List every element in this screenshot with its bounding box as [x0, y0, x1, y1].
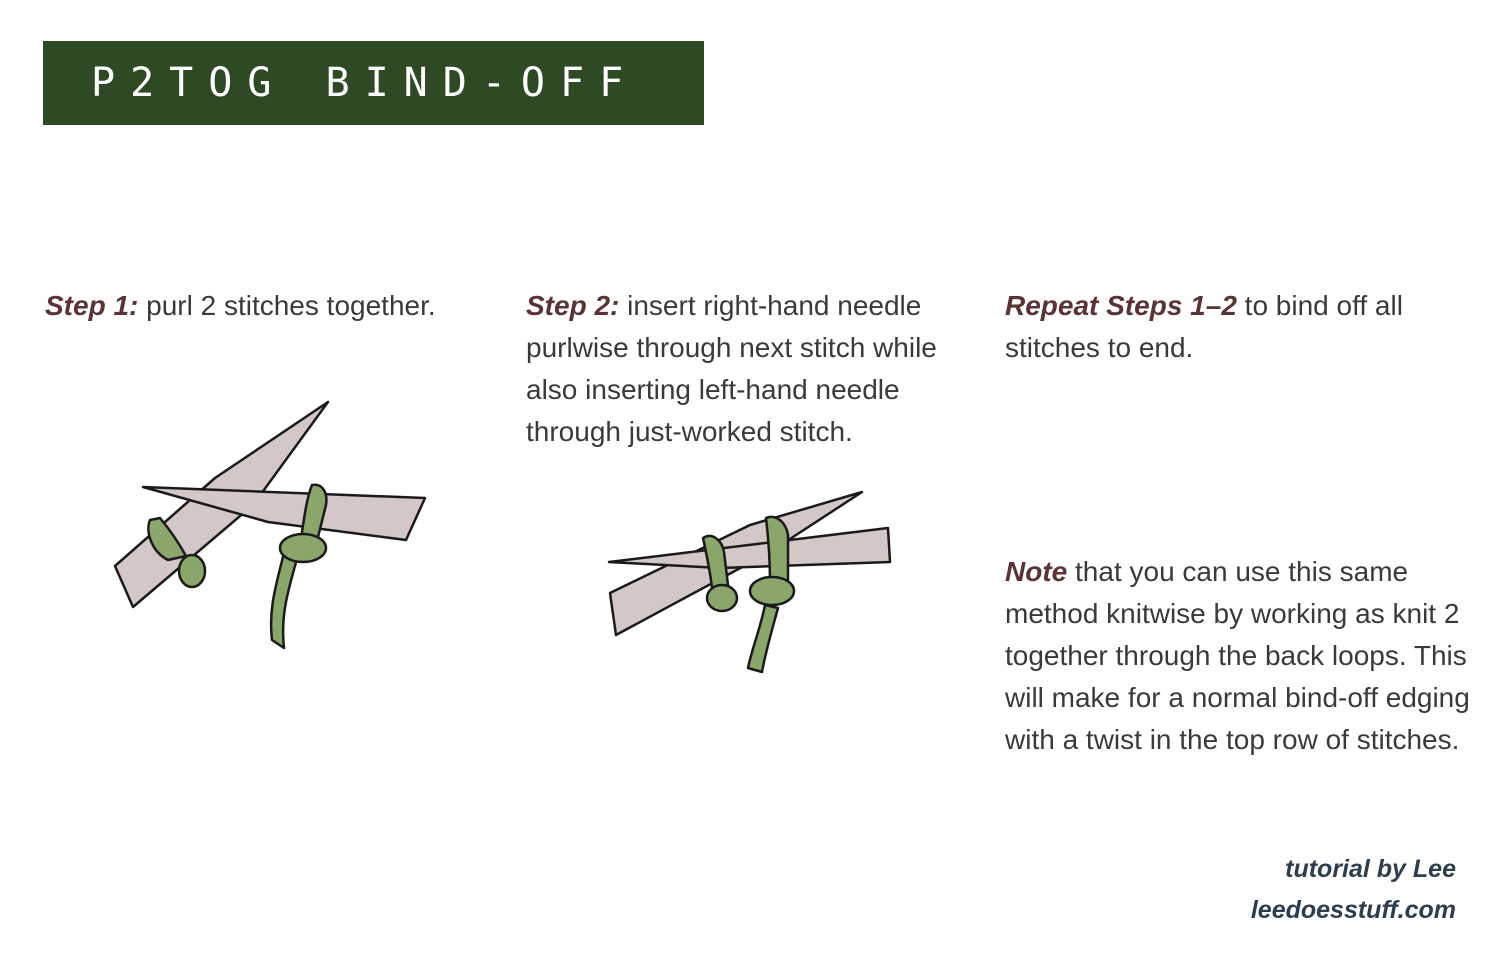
- note-label: Note: [1005, 556, 1068, 587]
- step-1-label: Step 1:: [45, 290, 139, 321]
- stitch-loop-2b: [766, 517, 788, 582]
- stitch-knot-2b: [750, 577, 794, 605]
- repeat-body: to bind off all stitches to end.: [1005, 290, 1403, 363]
- credit-author: tutorial by Lee: [1285, 855, 1456, 883]
- repeat-label: Repeat Steps 1–2: [1005, 290, 1237, 321]
- yarn-tail-2: [748, 605, 778, 672]
- step-1-illustration: [115, 402, 425, 648]
- step-2-label: Step 2:: [526, 290, 620, 321]
- stitch-knot-2a: [707, 585, 737, 611]
- stitch-knot-1a: [179, 555, 205, 587]
- stitch-knot-1b: [280, 534, 326, 562]
- page-title: P2TOG BIND-OFF: [91, 60, 639, 106]
- step-1-body: purl 2 stitches together.: [138, 290, 436, 321]
- credit-website: leedoesstuff.com: [1250, 896, 1456, 924]
- step-2-illustration: [609, 492, 890, 672]
- step-2-body: insert right-hand needle purlwise through next stitch while also inserting left-hand needle through just-worked stitch.: [526, 290, 937, 447]
- yarn-tail-1: [271, 548, 298, 648]
- note-body: that you can use this same method knitwise by working as knit 2 together through the back loops. This will make for a normal bind-off edging with a twist in the top row of stitches.: [1005, 556, 1470, 755]
